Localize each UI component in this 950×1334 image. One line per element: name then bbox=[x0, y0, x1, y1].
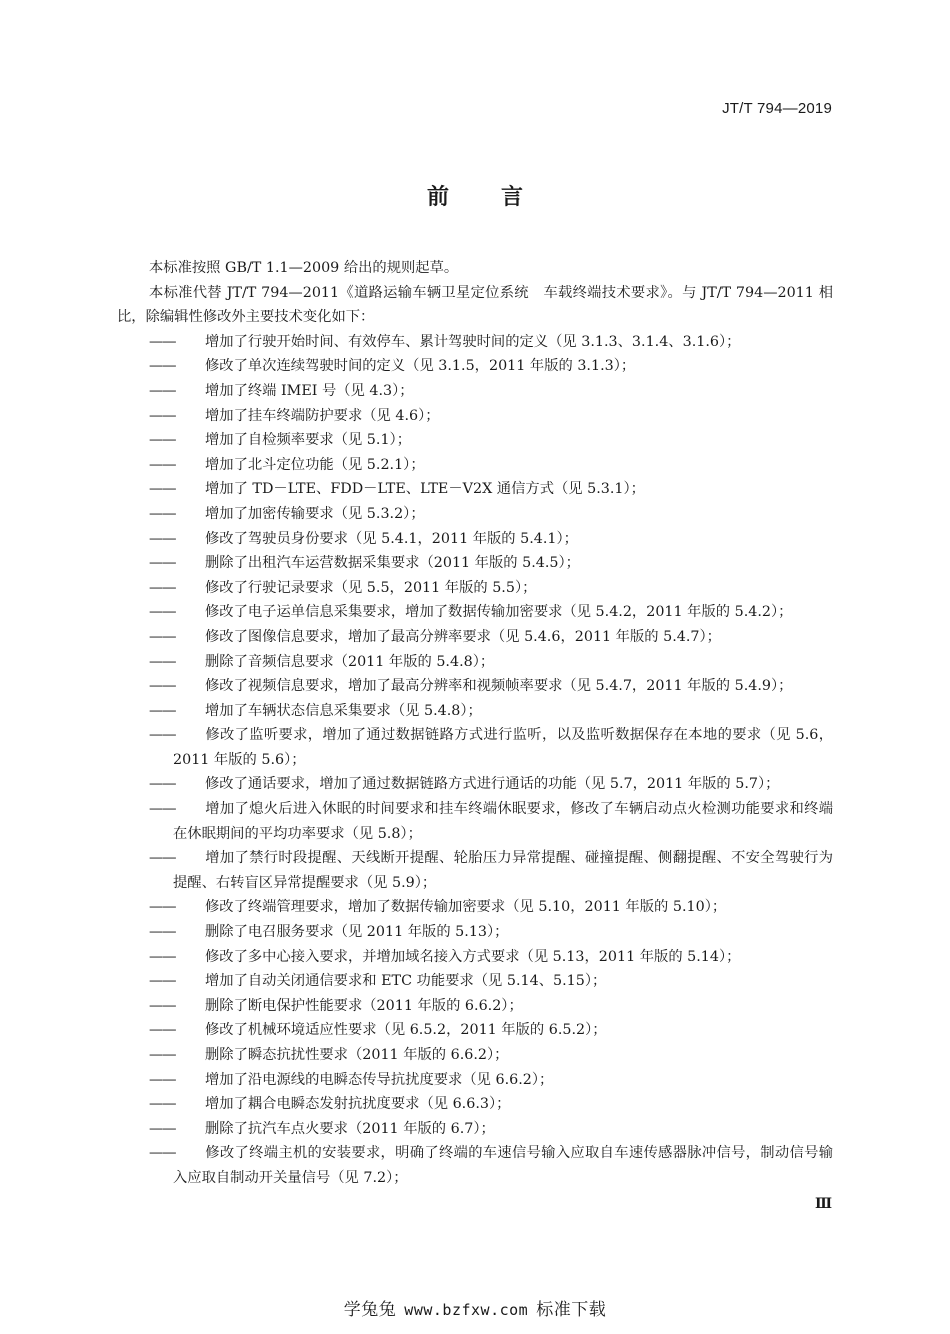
list-dash: —— bbox=[149, 653, 176, 670]
list-item-text: 增加了挂车终端防护要求（见 4.6）； bbox=[205, 407, 440, 424]
list-item bbox=[117, 846, 833, 895]
list-item bbox=[117, 1068, 833, 1093]
list-item bbox=[117, 527, 833, 552]
list-dash: —— bbox=[149, 579, 176, 596]
list-dash: —— bbox=[149, 678, 176, 695]
footer-watermark bbox=[0, 1295, 950, 1320]
list-dash: —— bbox=[149, 456, 176, 473]
list-dash: —— bbox=[149, 1096, 176, 1113]
list-item bbox=[117, 576, 833, 601]
list-dash: —— bbox=[149, 801, 176, 818]
list-dash: —— bbox=[149, 1145, 176, 1162]
list-dash: —— bbox=[149, 505, 176, 522]
list-item-text: 修改了终端管理要求，增加了数据传输加密要求（见 5.10，2011 年版的 5.10）； bbox=[205, 899, 727, 916]
list-item bbox=[117, 551, 833, 576]
page-title: 前言 bbox=[426, 185, 575, 210]
list-dash: —— bbox=[149, 628, 176, 645]
list-item-text: 增加了行驶开始时间、有效停车、累计驾驶时间的定义（见 3.1.3、3.1.4、3.1.6）； bbox=[205, 333, 741, 350]
list-item bbox=[117, 600, 833, 625]
list-item bbox=[117, 1141, 833, 1190]
list-item bbox=[117, 674, 833, 699]
list-item-text: 增加了自动关闭通信要求和 ETC 功能要求（见 5.14、5.15）； bbox=[205, 973, 607, 990]
list-dash: —— bbox=[149, 481, 176, 498]
list-item-text: 增加了禁行时段提醒、天线断开提醒、轮胎压力异常提醒、碰撞提醒、侧翻提醒、不安全驾驶行为提醒、右转盲区异常提醒要求（见 5.9）； bbox=[173, 850, 833, 891]
list-dash: —— bbox=[149, 1022, 176, 1039]
list-item-text: 删除了电召服务要求（见 2011 年版的 5.13）； bbox=[205, 924, 509, 941]
list-item-text: 删除了音频信息要求（2011 年版的 5.4.8）； bbox=[205, 653, 495, 670]
list-item-text: 修改了图像信息要求，增加了最高分辨率要求（见 5.4.6，2011 年版的 5.4.7）； bbox=[205, 628, 721, 645]
list-dash: —— bbox=[149, 604, 176, 621]
list-dash: —— bbox=[149, 973, 176, 990]
list-item-text: 删除了断电保护性能要求（2011 年版的 6.6.2）； bbox=[205, 997, 523, 1014]
list-item bbox=[117, 477, 833, 502]
list-item-text: 增加了 TD－LTE、FDD－LTE、LTE－V2X 通信方式（见 5.3.1）； bbox=[205, 481, 645, 498]
list-item-text: 增加了耦合电瞬态发射抗扰度要求（见 6.6.3）； bbox=[205, 1096, 511, 1113]
list-item-text: 删除了抗汽车点火要求（2011 年版的 6.7）； bbox=[205, 1120, 495, 1137]
list-item bbox=[117, 1018, 833, 1043]
list-dash: —— bbox=[149, 358, 176, 375]
list-item-text: 修改了机械环境适应性要求（见 6.5.2，2011 年版的 6.5.2）； bbox=[205, 1022, 607, 1039]
changes-list bbox=[117, 330, 833, 1191]
list-item-text: 增加了自检频率要求（见 5.1）； bbox=[205, 432, 411, 449]
list-item-text: 修改了单次连续驾驶时间的定义（见 3.1.5，2011 年版的 3.1.3）； bbox=[205, 358, 636, 375]
list-item bbox=[117, 723, 833, 772]
list-item-text: 修改了视频信息要求，增加了最高分辨率和视频帧率要求（见 5.4.7，2011 年版的 5.4.9）； bbox=[205, 678, 793, 695]
list-item-text: 修改了通话要求，增加了通过数据链路方式进行通话的功能（见 5.7，2011 年版的 5.7）； bbox=[205, 776, 780, 793]
list-item bbox=[117, 625, 833, 650]
list-dash: —— bbox=[149, 727, 176, 744]
list-item-text: 删除了瞬态抗扰性要求（2011 年版的 6.6.2）； bbox=[205, 1047, 509, 1063]
list-item-text: 删除了出租汽车运营数据采集要求（2011 年版的 5.4.5）； bbox=[205, 555, 580, 572]
list-dash: —— bbox=[149, 432, 176, 449]
list-item-text: 修改了监听要求，增加了通过数据链路方式进行监听，以及监听数据保存在本地的要求（见 5.6，2011 年版的 5.6）； bbox=[173, 727, 833, 768]
list-item bbox=[117, 994, 833, 1019]
intro-paragraph: 本标准按照 GB/T 1.1—2009 给出的规则起草。 bbox=[149, 260, 459, 276]
list-item bbox=[117, 1117, 833, 1142]
list-item bbox=[117, 502, 833, 527]
list-item bbox=[117, 379, 833, 404]
list-item-text: 增加了加密传输要求（见 5.3.2）； bbox=[205, 505, 425, 522]
list-dash: —— bbox=[149, 333, 176, 350]
list-item bbox=[117, 969, 833, 994]
list-dash: —— bbox=[149, 555, 176, 572]
list-item bbox=[117, 650, 833, 675]
list-item bbox=[117, 428, 833, 453]
document-body bbox=[117, 256, 833, 1191]
list-item-text: 修改了行驶记录要求（见 5.5，2011 年版的 5.5）； bbox=[205, 579, 537, 596]
list-item-text: 修改了驾驶员身份要求（见 5.4.1，2011 年版的 5.4.1）； bbox=[205, 530, 578, 547]
list-item bbox=[117, 945, 833, 970]
list-dash: —— bbox=[149, 1071, 176, 1088]
standard-code: JT/T 794—2019 bbox=[722, 100, 832, 117]
list-item-text: 增加了车辆状态信息采集要求（见 5.4.8）； bbox=[205, 702, 482, 719]
list-item-text: 修改了电子运单信息采集要求，增加了数据传输加密要求（见 5.4.2，2011 年版的 5.4.2）； bbox=[205, 604, 793, 621]
list-item bbox=[117, 1043, 833, 1068]
list-item bbox=[117, 330, 833, 355]
footer-url[interactable]: www.bzfxw.com bbox=[404, 1301, 529, 1319]
list-dash: —— bbox=[149, 997, 176, 1014]
list-item-text: 增加了熄火后进入休眠的时间要求和挂车终端休眠要求，修改了车辆启动点火检测功能要求和终端在休眠期间的平均功率要求（见 5.8）； bbox=[173, 801, 833, 842]
list-item bbox=[117, 772, 833, 797]
list-item bbox=[117, 354, 833, 379]
list-item-text: 修改了多中心接入要求，并增加域名接入方式要求（见 5.13，2011 年版的 5.14）； bbox=[205, 948, 741, 965]
list-item bbox=[117, 920, 833, 945]
list-dash: —— bbox=[149, 776, 176, 793]
intro-paragraph: 本标准代替 JT/T 794—2011《道路运输车辆卫星定位系统 车载终端技术要求》。与 JT/T 794—2011 相比，除编辑性修改外主要技术变化如下： bbox=[117, 284, 833, 326]
list-dash: —— bbox=[149, 382, 176, 399]
list-dash: —— bbox=[149, 850, 176, 867]
list-item-text: 修改了终端主机的安装要求，明确了终端的车速信号输入应取自车速传感器脉冲信号，制动信号输入应取自制动开关量信号（见 7.2）； bbox=[173, 1145, 833, 1186]
list-dash: —— bbox=[149, 1120, 176, 1137]
footer-site-name: 学兔兔 bbox=[343, 1300, 397, 1320]
list-item bbox=[117, 1092, 833, 1117]
list-dash: —— bbox=[149, 924, 176, 941]
list-dash: —— bbox=[149, 1047, 176, 1063]
list-item bbox=[117, 699, 833, 724]
list-dash: —— bbox=[149, 899, 176, 916]
list-dash: —— bbox=[149, 407, 176, 424]
footer-tagline: 标准下载 bbox=[536, 1300, 607, 1320]
list-dash: —— bbox=[149, 948, 176, 965]
list-item-text: 增加了终端 IMEI 号（见 4.3）； bbox=[205, 382, 414, 399]
list-item bbox=[117, 453, 833, 478]
list-dash: —— bbox=[149, 702, 176, 719]
list-item-text: 增加了北斗定位功能（见 5.2.1）； bbox=[205, 456, 425, 473]
list-dash: —— bbox=[149, 530, 176, 547]
list-item bbox=[117, 895, 833, 920]
list-item bbox=[117, 797, 833, 846]
list-item-text: 增加了沿电源线的电瞬态传导抗扰度要求（见 6.6.2）； bbox=[205, 1071, 554, 1088]
list-item bbox=[117, 404, 833, 429]
page-number: Ⅲ bbox=[814, 1196, 832, 1212]
